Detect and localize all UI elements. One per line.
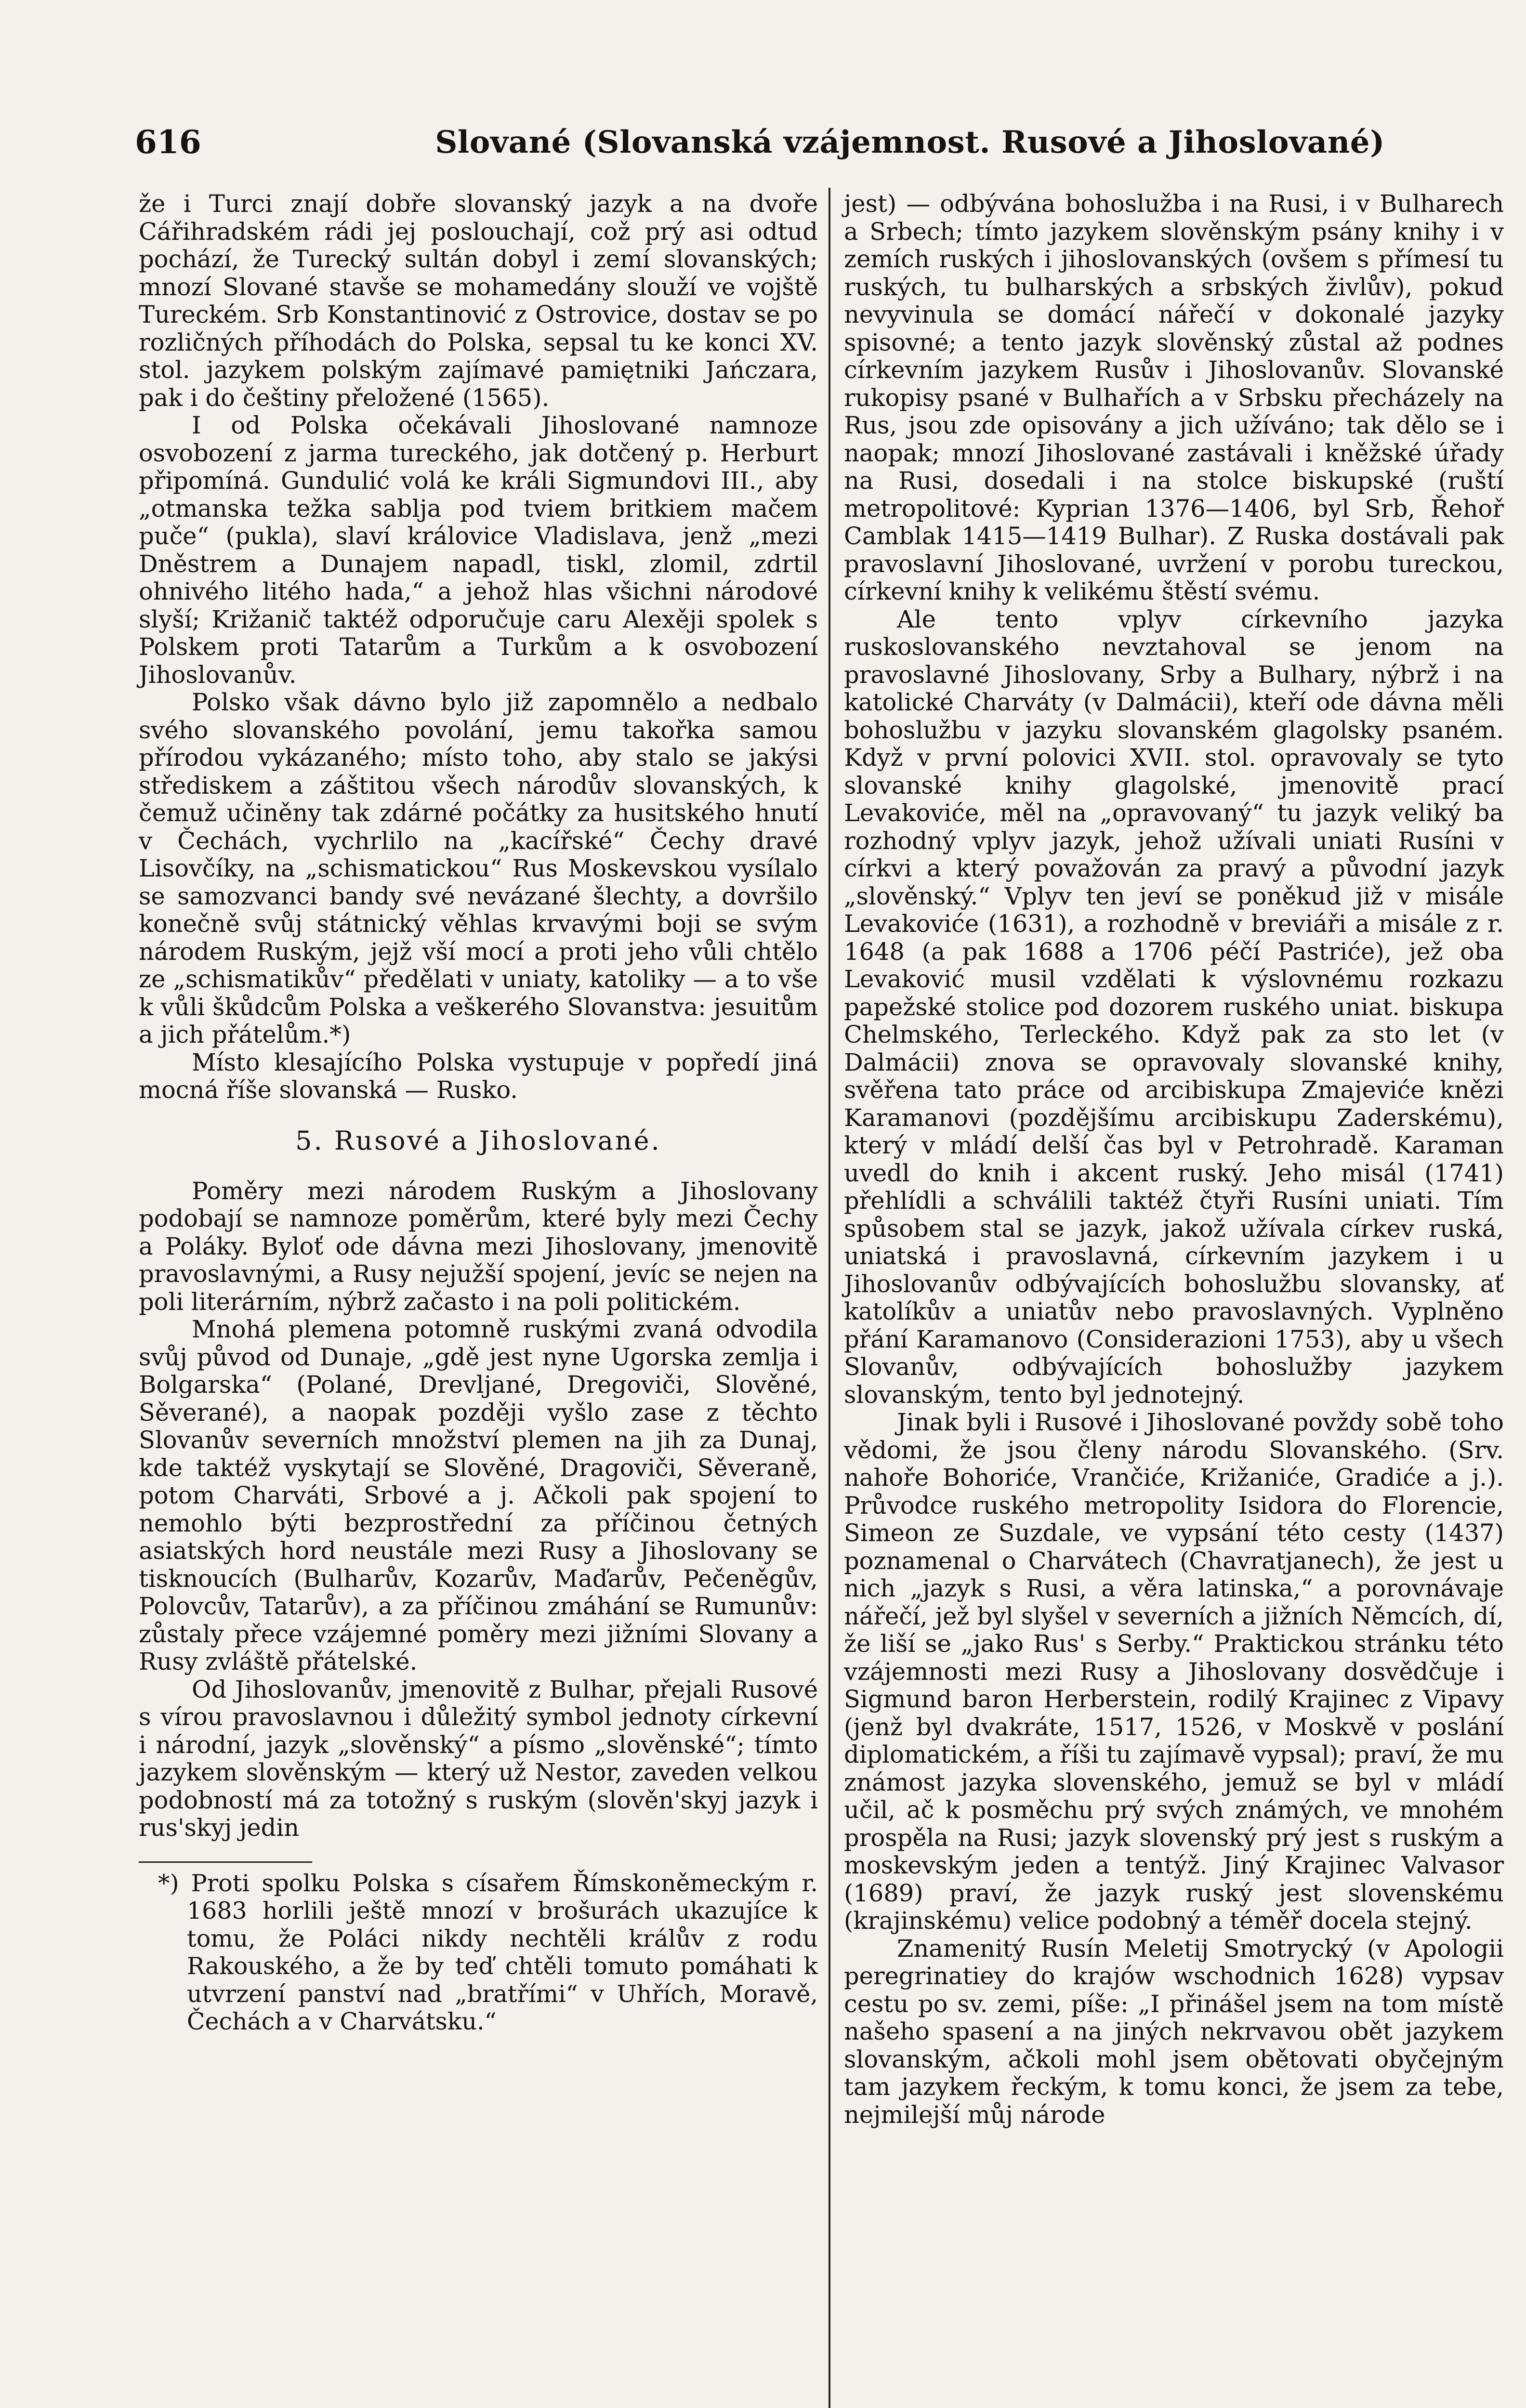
footnote [139,1870,818,2036]
page-number: 616 [135,123,201,161]
right-paragraph-3: Jinak byli i Rusové i Jihoslované povždy sobě toho vědomi, že jsou členy národu Slovanského. (Srv. nahoře Bohoriće, Vrančiće, Križaniće, Gradiće a j.). Průvodce ruského metropolity Isidora do Florencie, Simeon ze Suzdale, ve vypsání této cesty (1437) poznamenal o Charvátech (Chavratjanech), že jest u nich „jazyk s Rusi, a věra latinska,“ a porovnávaje nářečí, jež byl slyšel v severních a jižních Němcích, dí, že liší se „jako Rus' s Serby.“ Praktickou stránku této vzájemnosti mezi Rusy a Jihoslovany dosvědčuje i Sigmund baron Herberstein, rodilý Krajinec z Vipavy (jenž byl dvakráte, 1517, 1526, v Moskvě v poslání diplomatickém, a říši tu zajímavě vypsal); praví, že mu známost jazyka slovenského, jemuž se byl v mládí učil, ač k posměchu prý svých známých, ve mnohém prospěla na Rusi; jazyk slovenský prý jest s ruským a moskevským jeden a tentýž. Jiný Krajinec Valvasor (1689) praví, že jazyk ruský jest slovenskému (krajinskému) velice podobný a téměř docela stejný. [844,1408,1504,1935]
right-paragraph-4: Znamenitý Rusín Meletij Smotrycký (v Apologii peregrinatiey do krajów wschodnich 1628) vypsav cestu po sv. zemi, píše: „I přinášel jsem na tom místě našeho spasení a na jiných nekrvavou obět jazykem slovanským, ačkoli mohl jsem obětovati obyčejným tam jazykem řeckým, k tomu konci, že jsem za tebe, nejmilejší můj národe [844,1934,1504,2129]
column-divider [829,188,830,2408]
left-paragraph-5: Poměry mezi národem Ruským a Jihoslovany podobají se namnoze poměrům, které byly mezi Čechy a Poláky. Byloť ode dávna mezi Jihoslovany, jmenovitě pravoslavnými, a Rusy nejužší spojení, jevíc se nejen na poli literárním, nýbrž začasto i na poli politickém. [139,1177,818,1316]
left-column [139,190,818,2036]
left-paragraph-1: že i Turci znají dobře slovanský jazyk a na dvoře Cářihradském rádi jej poslouchají, což prý asi odtud pochází, že Turecký sultán dobyl i zemí slovanských; mnozí Slované stavše se mohamedány slouží ve vojště Tureckém. Srb Konstantinović z Ostrovice, dostav se po rozličných příhodách do Polska, sepsal tu ke konci XV. stol. jazykem polským zajímavé pamiętniki Jańczara, pak i do češtiny přeložené (1565). [139,190,818,412]
section-heading: 5. Rusové a Jihoslované. [295,1125,661,1156]
right-column [844,190,1504,2129]
footnote-text: *) Proti spolku Polska s císařem Římskoněmeckým r. 1683 horlili ještě mnozí v brošurách ukazujíce k tomu, že Poláci nikdy nechtěli králův z rodu Rakouského, a že by teď chtěli tomuto pomáhati k utvrzení panství nad „bratřími“ v Uhřích, Moravě, Čechách a v Charvátsku.“ [158,1869,818,2035]
left-paragraph-4: Místo klesajícího Polska vystupuje v popředí jiná mocná říše slovanská — Rusko. [139,1048,818,1104]
page-header [135,120,1415,164]
left-paragraph-7: Od Jihoslovanův, jmenovitě z Bulhar, přejali Rusové s vírou pravoslavnou i důležitý symbol jednoty církevní i národní, jazyk „slověnský“ a písmo „slověnské“; tímto jazykem slověnským — který už Nestor, zaveden velkou podobností má za totožný s ruským (slověn'skyj jazyk i rus'skyj jedin [139,1675,818,1842]
left-paragraph-6: Mnohá plemena potomně ruskými zvaná odvodila svůj původ od Dunaje, „gdě jest nyne Ugorska zemlja i Bolgarska“ (Polané, Drevljané, Dregoviči, Slověné, Sěverané), a naopak později vyšlo zase z těchto Slovanův severních množství plemen na jih za Dunaj, kde taktéž vyskytají se Slověné, Dragoviči, Sěveraně, potom Charváti, Srbové a j. Ačkoli pak spojení to nemohlo býti bezprostřední za příčinou četných asiatských hord neustále mezi Rusy a Jihoslovany se tisknoucích (Bulharův, Kozarův, Maďarův, Pečeněgův, Polovcův, Tatarův), a za příčinou zmáhání se Rumunův: zůstaly přece vzájemné poměry mezi jižními Slovany a Rusy zvláště přátelské. [139,1315,818,1675]
right-paragraph-1: jest) — odbývána bohoslužba i na Rusi, i v Bulharech a Srbech; tímto jazykem slověnským psány knihy i v zemích ruských i jihoslovanských (ovšem s přímesí tu ruských, tu bulharských a srbských živlův), pokud nevyvinula se domácí nářečí v dokonalé jazyky spisovné; a tento jazyk slověnský zůstal až podnes církevním jazykem Rusův i Jihoslovanův. Slovanské rukopisy psané v Bulhařích a v Srbsku přecházely na Rus, jsou zde opisovány a jich užíváno; tak dělo se i naopak; mnozí Jihoslované zastávali i kněžské úřady na Rusi, dosedali i na stolce biskupské (ruští metropolitové: Kyprian 1376—1406, byl Srb, Řehoř Camblak 1415—1419 Bulhar). Z Ruska dostávali pak pravoslavní Jihoslované, uvržení v porobu tureckou, církevní knihy k velikému štěstí svému. [844,190,1504,605]
right-paragraph-2: Ale tento vplyv církevního jazyka ruskoslovanského nevztahoval se jenom na pravoslavné Jihoslovany, Srby a Bulhary, nýbrž i na katolické Charváty (v Dalmácii), kteří ode dávna měli bohoslužbu v jazyku slovanském glagolsky psaném. Když v první polovici XVII. stol. opravovaly se tyto slovanské knihy glagolské, jmenovitě prací Levakoviće, měl na „opravovaný“ tu jazyk veliký ba rozhodný vplyv jazyk, jehož užívali uniati Rusíni v církvi a který považován za pravý a původní jazyk „slověnský.“ Vplyv ten jeví se poněkud již v misále Levakoviće (1631), a rozhodně v breviáři a misále z r. 1648 (a pak 1688 a 1706 péčí Pastriće), jež oba Levaković musil vzdělati k výslovnému rozkazu papežské stolice pod dozorem ruského uniat. biskupa Chelmského, Terleckého. Když pak za sto let (v Dalmácii) znova se opravovaly slovanské knihy, svěřena tato práce od arcibiskupa Zmajeviće knězi Karamanovi (pozdějšímu arcibiskupu Zaderskému), který v mládí delší čas byl v Petrohradě. Karaman uvedl do knih i akcent ruský. Jeho misál (1741) přehlídli a schválili taktéž čtyři Rusíni uniati. Tím spůsobem stal se jazyk, jakož užívala církev ruská, uniatská i pravoslavná, církevním jazykem i u Jihoslovanův odbývajících bohoslužbu slovansky, ať katolíkův a uniatův nebo pravoslavných. Vyplněno přání Karamanovo (Considerazioni 1753), aby u všech Slovanův, odbývajících bohoslužby jazykem slovanským, tento byl jednotejný. [844,605,1504,1409]
footnote-rule [139,1861,312,1863]
running-title: Slované (Slovanská vzájemnost. Rusové a Jihoslované) [435,124,1385,160]
left-paragraph-2: I od Polska očekávali Jihoslované namnoze osvobození z jarma tureckého, jak dotčený p. Herburt připomíná. Gundulić volá ke králi Sigmundovi III., aby „otmanska težka sablja pod tviem britkiem mačem puče“ (pukla), slaví královice Vladislava, jenž „mezi Dněstrem a Dunajem napadl, tiskl, zlomil, zdrtil ohnivého litého hada,“ a jehož hlas všichni národové slyší; Križanič taktéž odporučuje caru Alexěji spolek s Polskem proti Tatarům a Turkům a k osvobození Jihoslovanův. [139,411,818,689]
left-paragraph-3: Polsko však dávno bylo již zapomnělo a nedbalo svého slovanského povolání, jemu takořka samou přírodou vykázaného; místo toho, aby stalo se jakýsi střediskem a záštitou všech národův slovanských, k čemuž učiněny tak zdárné počátky za husitského hnutí v Čechách, vychrlilo na „kacířské“ Čechy dravé Lisovčíky, na „schismatickou“ Rus Moskevskou vysílalo se samozvanci bandy své nevázané šlechty, a dovršilo konečně svůj státnický věhlas krvavými boji se svým národem Ruským, jejž vší mocí a proti jeho vůli chtělo ze „schismatikův“ předělati v uniaty, katoliky — a to vše k vůli škůdcům Polska a veškerého Slovanstva: jesuitům a jich přátelům.*) [139,688,818,1048]
